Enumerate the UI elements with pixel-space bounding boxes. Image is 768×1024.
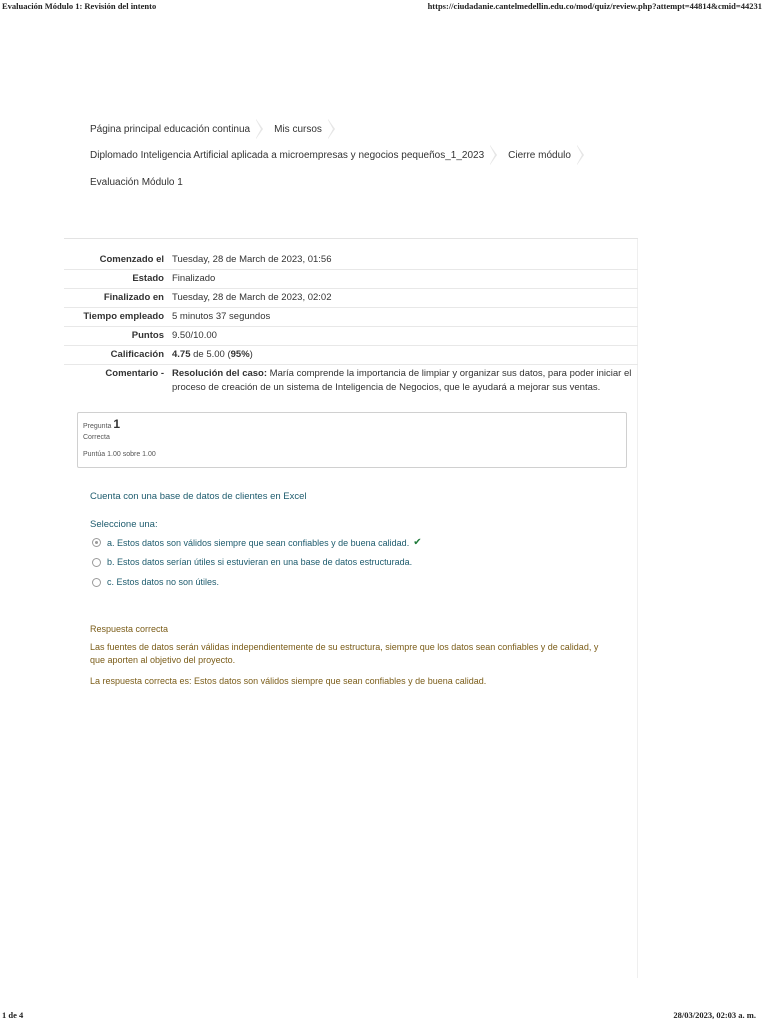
breadcrumb-item-quiz[interactable] <box>90 177 183 188</box>
answer-text: b. Estos datos serían útiles si estuvieran en una base de datos estructurada. <box>107 557 413 567</box>
summary-label: Tiempo empleado <box>83 311 164 322</box>
question-info-box <box>77 412 627 468</box>
feedback-body: Las fuentes de datos serán válidas independientemente de su estructura, siempre que los datos sean confiables y de calidad, y que aporten al objetivo del proyecto. <box>90 642 599 665</box>
summary-value: Tuesday, 28 de March de 2023, 02:02 <box>172 292 332 303</box>
summary-label: Finalizado en <box>103 292 164 303</box>
breadcrumb-row-2 <box>90 144 595 166</box>
summary-row-points <box>64 326 638 345</box>
print-header <box>0 0 768 14</box>
breadcrumb-item-home[interactable] <box>90 124 250 135</box>
summary-value: Finalizado <box>172 273 216 284</box>
summary-row-started <box>64 251 638 269</box>
summary-row-finished <box>64 288 638 307</box>
summary-label: Comenzado el <box>99 254 164 265</box>
comment-heading: Resolución del caso: <box>172 368 268 379</box>
breadcrumb-link-course[interactable]: Diplomado Inteligencia Artificial aplicada a microempresas y negocios pequeños_1_2023 <box>90 149 485 161</box>
breadcrumb-item-course[interactable] <box>90 150 484 161</box>
page-count: 1 de 4 <box>2 1010 24 1020</box>
summary-row-state <box>64 269 638 288</box>
summary-row-grade <box>64 345 638 364</box>
check-icon: ✔ <box>413 537 422 548</box>
summary-value <box>172 365 638 397</box>
grade-percent: 95% <box>230 349 250 360</box>
answer-prompt: Seleccione una: <box>90 519 158 530</box>
breadcrumb-link-my-courses[interactable]: Mis cursos <box>274 123 322 135</box>
question-state: Correcta <box>83 434 110 441</box>
radio-icon[interactable] <box>92 578 101 587</box>
breadcrumb-separator-icon <box>490 145 500 165</box>
summary-row-time <box>64 307 638 326</box>
breadcrumb-separator-icon <box>256 119 266 139</box>
breadcrumb-separator-icon <box>577 145 587 165</box>
print-footer <box>0 1010 768 1024</box>
breadcrumb-separator-icon <box>328 119 338 139</box>
print-header-title: Evaluación Módulo 1: Revisión del intento <box>2 1 157 11</box>
breadcrumb-item-my-courses[interactable] <box>274 124 322 135</box>
summary-value <box>172 346 638 364</box>
summary-value: 9.50/10.00 <box>172 330 217 341</box>
summary-label: Comentario - <box>105 368 164 379</box>
summary-label: Puntos <box>131 330 164 341</box>
right-answer: La respuesta correcta es: Estos datos son válidos siempre que sean confiables y de buena calidad. <box>90 676 487 686</box>
print-header-url: https://ciudadanie.cantelmedellin.edu.co/mod/quiz/review.php?attempt=44814&cmid=44231 <box>427 1 762 11</box>
question-grade: Puntúa 1.00 sobre 1.00 <box>83 451 156 458</box>
attempt-summary-table <box>64 238 638 397</box>
breadcrumb-link-home[interactable]: Página principal educación continua <box>90 123 251 135</box>
summary-row-comment <box>64 364 638 397</box>
question-number <box>83 417 120 431</box>
question-text: Cuenta con una base de datos de clientes en Excel <box>90 491 307 502</box>
answer-option-b[interactable] <box>92 557 412 567</box>
summary-value: Tuesday, 28 de March de 2023, 01:56 <box>172 254 332 265</box>
breadcrumb-row-3 <box>90 171 183 193</box>
print-date: 28/03/2023, 02:03 a. m. <box>673 1010 756 1020</box>
summary-value: 5 minutos 37 segundos <box>172 311 271 322</box>
feedback-title: Respuesta correcta <box>90 624 169 634</box>
grade-score: 4.75 <box>172 349 191 360</box>
grade-close: ) <box>249 349 253 360</box>
question-number-value: 1 <box>113 417 121 431</box>
radio-selected-icon[interactable] <box>92 538 101 547</box>
summary-label: Calificación <box>110 349 164 360</box>
comment-text: María comprende la importancia de limpiar y organizar sus datos, para poder iniciar el proceso de creación de un sistema de Inteligencia de Negocios, que le ayudará a mejorar sus ventas. <box>172 368 632 393</box>
summary-label: Estado <box>132 273 164 284</box>
answer-text: a. Estos datos son válidos siempre que sean confiables y de buena calidad. <box>107 537 410 548</box>
breadcrumb-link-quiz[interactable]: Evaluación Módulo 1 <box>90 176 183 188</box>
answer-option-c[interactable] <box>92 577 219 587</box>
grade-of: de 5.00 ( <box>190 349 231 360</box>
answer-option-a[interactable] <box>92 537 422 548</box>
breadcrumb-row-1 <box>90 118 346 140</box>
question-label: Pregunta <box>83 423 112 430</box>
answer-text: c. Estos datos no son útiles. <box>107 577 220 587</box>
radio-icon[interactable] <box>92 558 101 567</box>
breadcrumb-item-section[interactable] <box>508 150 571 161</box>
breadcrumb-link-section[interactable]: Cierre módulo <box>508 149 571 161</box>
